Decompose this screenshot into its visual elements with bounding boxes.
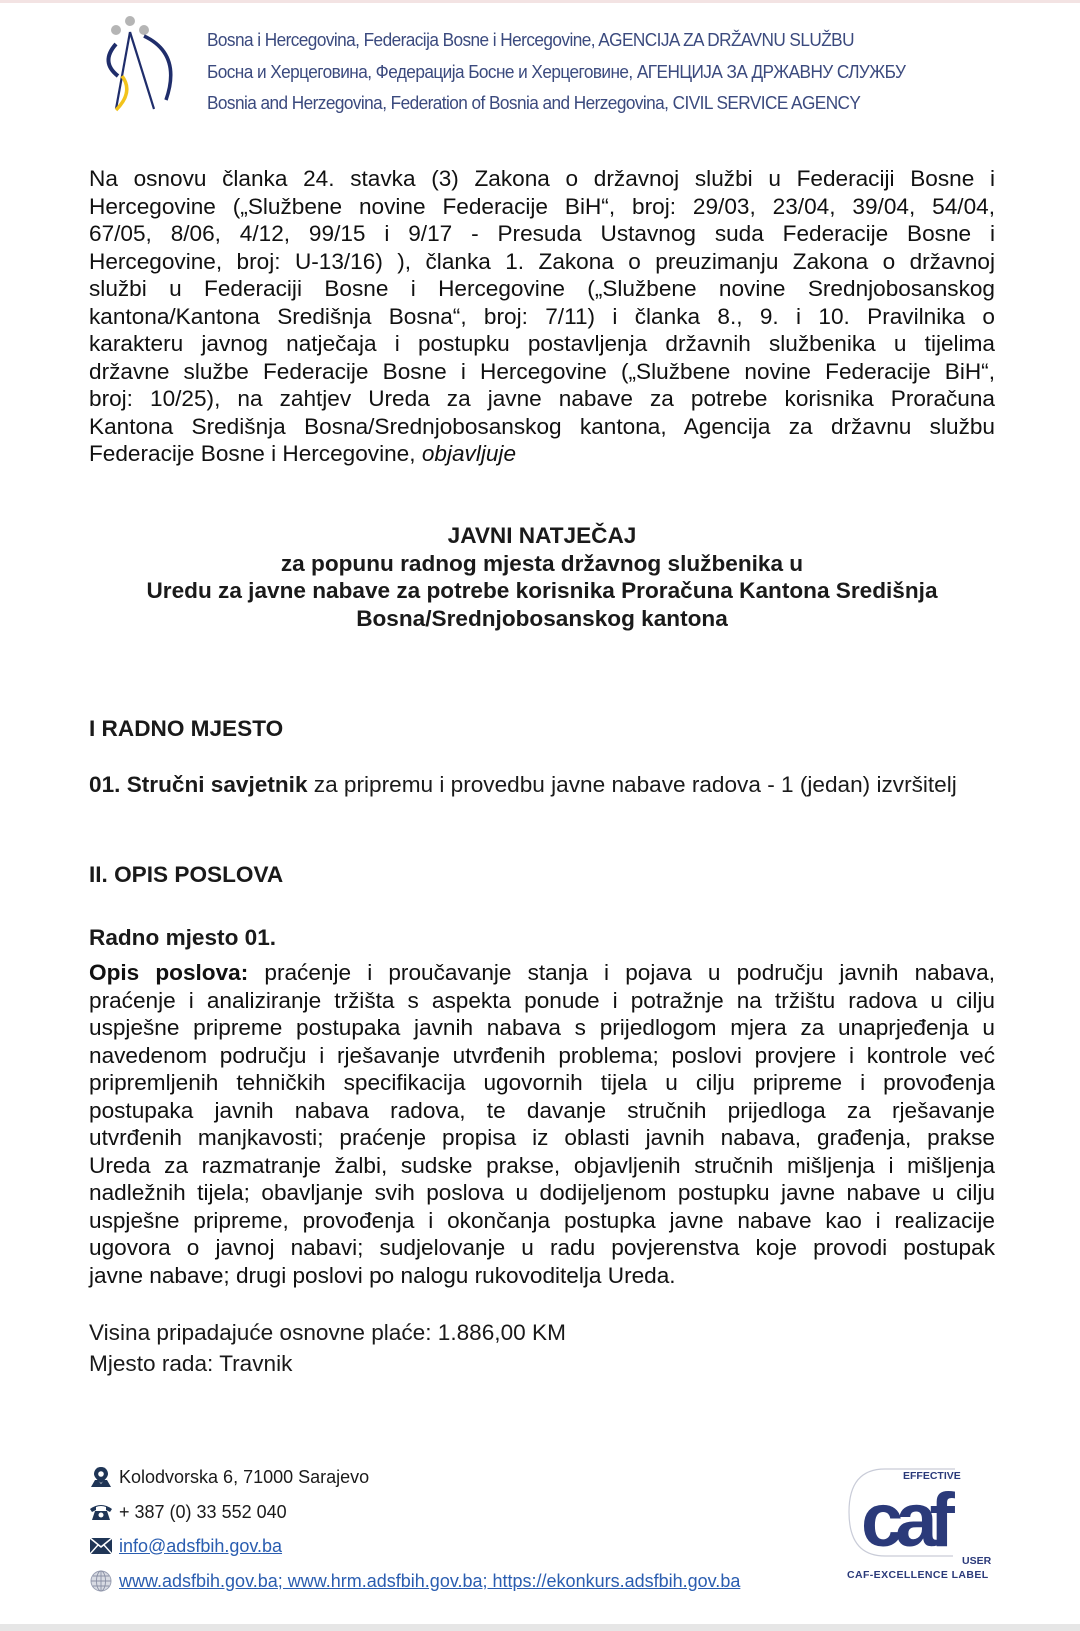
phone-text: + 387 (0) 33 552 040 [119, 1501, 287, 1522]
footer-phone [89, 1499, 287, 1525]
address-text: Kolodvorska 6, 71000 Sarajevo [119, 1466, 370, 1487]
opis-line: pripremljenih tehničkih specifikacija ugovornih tijela u cilju pripreme i provođenja [89, 1070, 995, 1095]
location-pin-icon [89, 1466, 113, 1488]
opis-line-last: javne nabave; drugi poslovi po nalogu rukovoditelja Ureda. [89, 1262, 676, 1288]
opis-line: ugovora o javnoj nabavi; sudjelovanje u radu povjerenstva koje provodi postupak [89, 1235, 995, 1260]
footer-email[interactable] [89, 1533, 282, 1559]
opis-line: Ureda za razmatranje žalbi, sudske prakse, objavljenih stručnih mišljenja i mišljenja [89, 1152, 995, 1178]
websites-link[interactable]: www.adsfbih.gov.ba; www.hrm.adsfbih.gov.ba; https://ekonkurs.adsfbih.gov.ba [119, 1570, 741, 1591]
caf-excellence-logo [845, 1464, 1005, 1579]
position-line [89, 771, 995, 799]
opis-line: nadležnih tijela; obavljanje svih poslova u dodijeljenom postupku javne nabave u cilju [89, 1180, 995, 1205]
intro-line: broj: 10/25), na zahtjev Ureda za javne nabave za potrebe korisnika Proračuna [89, 386, 995, 411]
agency-logo-icon [104, 14, 184, 118]
opis-line: praćenje i analiziranje tržišta s aspekta ponude i potražnje na tržištu radova u cilju [89, 987, 995, 1013]
salary: Visina pripadajuće osnovne plaće: 1.886,00 KM [89, 1320, 566, 1345]
intro-paragraph [89, 165, 995, 468]
caf-effective-text: EFFECTIVE [903, 1470, 961, 1482]
telephone-icon [89, 1501, 113, 1523]
position-description: za pripremu i provedbu javne nabave radova - 1 (jedan) izvršitelj [307, 772, 957, 797]
footer-websites[interactable] [89, 1568, 740, 1594]
title-line: Uredu za javne nabave za potrebe korisnika Proračuna Kantona Središnja [146, 578, 938, 603]
intro-last-text: Federacije Bosne i Hercegovine, [89, 441, 422, 466]
intro-line: Kantona Središnja Bosna/Srednjobosanskog kantona, Agencija za državnu službu [89, 413, 995, 439]
competition-title [89, 522, 995, 632]
opis-label: Opis poslova: [89, 960, 249, 985]
intro-line: Na osnovu članka 24. stavka (3) Zakona o državnoj službi u Federaciji Bosne i [89, 166, 995, 191]
opis-line: navedenom području i rješavanje utvrđenih problema; poslovi provjere i kontrole već [89, 1042, 995, 1068]
caf-user-text: USER [962, 1555, 992, 1567]
email-link[interactable]: info@adsfbih.gov.ba [119, 1535, 283, 1556]
opis-line: uspješne pripreme, provođenja i okončanja postupka javne nabave kao i realizacije [89, 1207, 995, 1233]
agency-header [207, 26, 958, 121]
opis-line: uspješne pripreme postupaka javnih nabava s prijedlogom mjera za unaprjeđenja u [89, 1015, 995, 1040]
opis-line [89, 959, 995, 987]
intro-line: državne službe Federacije Bosne i Hercegovine („Službene novine Federacije BiH“, [89, 358, 995, 384]
opis-text: praćenje i proučavanje stanja i pojava u području javnih nabava, [248, 960, 995, 985]
title-line: za popunu radnog mjesta državnog službenika u [280, 550, 804, 576]
intro-line: 67/05, 8/06, 4/12, 99/15 i 9/17 - Presuda Ustavnog suda Federacije Bosne i [89, 221, 995, 246]
intro-line: Hercegovine („Službene novine Federacije BiH“, broj: 29/03, 23/04, 39/04, 54/04, [89, 193, 995, 219]
envelope-icon [89, 1535, 113, 1557]
header-line-sr: Босна и Херцеговина, Федерација Босне и Херцеговине, АГЕНЦИЈА ЗА ДРЖАВНУ СЛУЖБУ [207, 60, 906, 82]
intro-line-last [89, 440, 995, 468]
globe-icon [89, 1570, 113, 1592]
intro-line: Hercegovine, broj: U-13/16) ), članka 1. Zakona o preuzimanju Zakona o državnoj [89, 248, 995, 274]
position-title: Stručni savjetnik [126, 772, 308, 797]
subheading-radno-mjesto: Radno mjesto 01. [89, 925, 277, 950]
opis-line: utvrđenih manjkavosti; praćenje propisa iz oblasti javnih nabava, građenja, prakse [89, 1125, 995, 1150]
title-line: Bosna/Srednjobosanskog kantona [356, 605, 728, 631]
title-main: JAVNI NATJEČAJ [447, 523, 637, 548]
position-number: 01. [89, 772, 127, 797]
bottom-band [0, 1624, 1080, 1631]
header-line-bs: Bosna i Hercegovina, Federacija Bosne i Hercegovine, AGENCIJA ZA DRŽAVNU SLUŽBU [207, 29, 854, 50]
section-heading-radno-mjesto: I RADNO MJESTO [89, 716, 284, 741]
header-line-en: Bosnia and Herzegovina, Federation of Bosnia and Herzegovina, CIVIL SERVICE AGENCY [207, 92, 861, 113]
caf-main-text: caf [861, 1478, 947, 1563]
footer-address [89, 1464, 369, 1490]
section-heading-opis-poslova: II. OPIS POSLOVA [89, 862, 284, 887]
intro-last-italic: objavljuje [421, 441, 517, 466]
work-location: Mjesto rada: Travnik [89, 1351, 293, 1376]
opis-line: postupaka javnih nabava radova, te davanje stručnih prijedloga za rješavanje [89, 1097, 995, 1123]
job-description [89, 959, 995, 1289]
intro-line: kantona/Kantona Središnja Bosna“, broj: 7/11) i članka 8., 9. i 10. Pravilnika o [89, 303, 995, 329]
caf-label-text: CAF-EXCELLENCE LABEL [847, 1569, 989, 1579]
top-band [0, 0, 1080, 3]
intro-line: karakteru javnog natječaja i postupku postavljenja državnih službenika u tijelima [89, 331, 995, 356]
intro-line: službi u Federaciji Bosne i Hercegovine („Službene novine Srednjobosanskog [89, 276, 995, 301]
